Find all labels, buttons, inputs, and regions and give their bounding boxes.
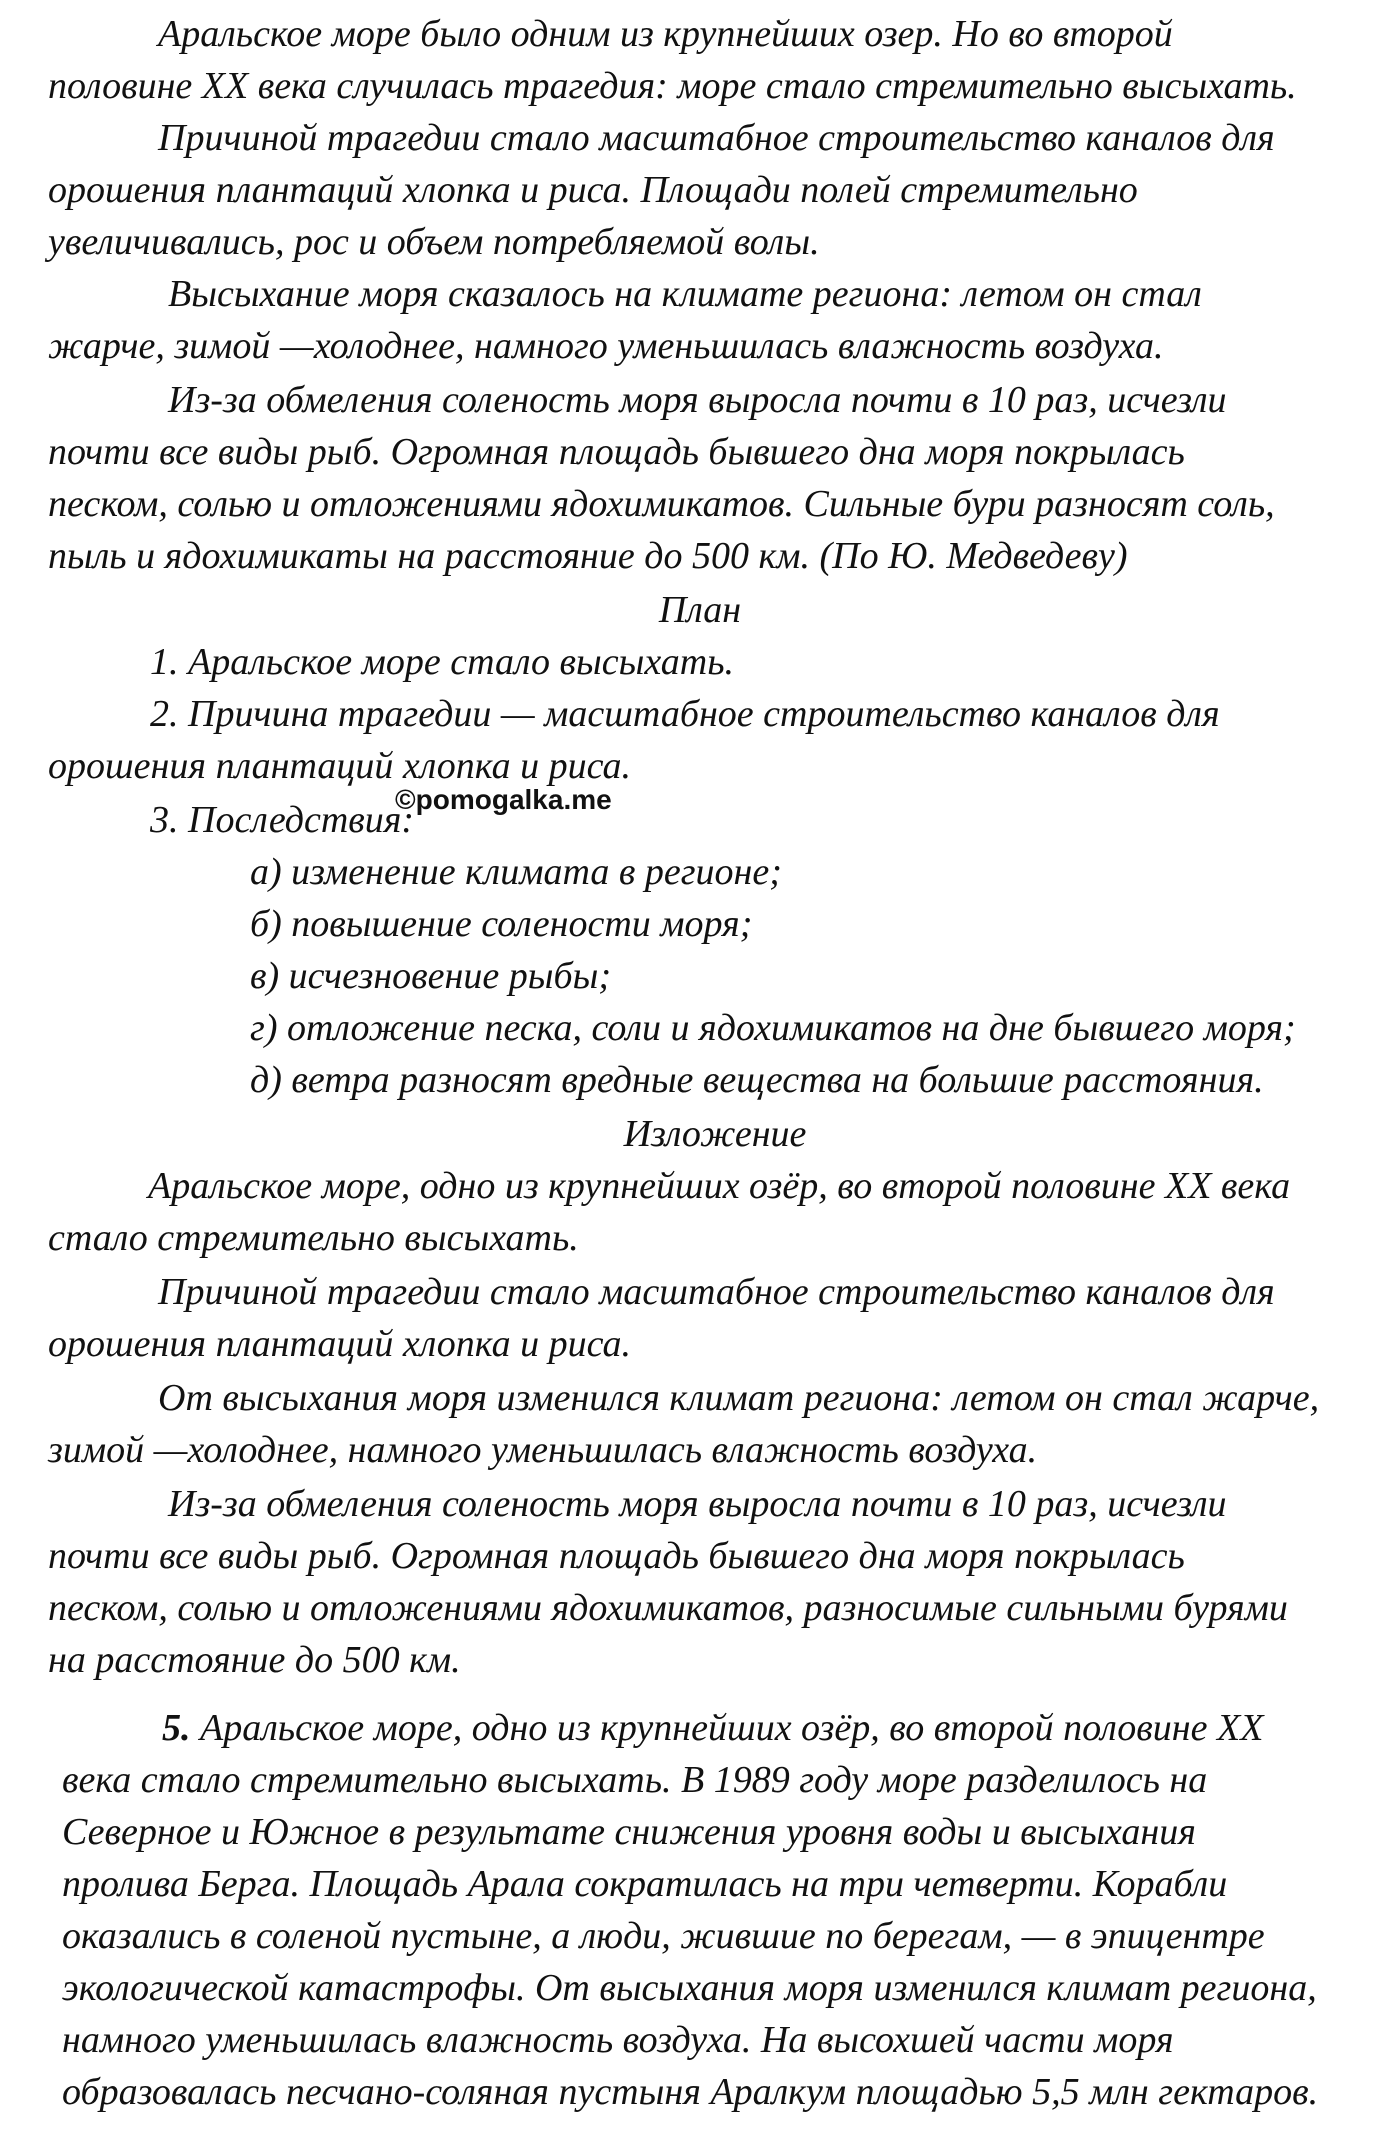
summary-p1-line-1: Аральское море, одно из крупнейших озёр, во второй половине XX века (148, 1165, 1291, 1207)
plan-item-2-line-1: 2. Причина трагедии — масштабное строительство каналов для (150, 693, 1220, 735)
exercise-5-line-6: экологической катастрофы. От высыхания моря изменился климат региона, (62, 1967, 1317, 2009)
watermark: ©pomogalka.me (395, 784, 612, 815)
exercise-5-line-8: образовалась песчано-соляная пустыня Аралкум площадью 5,5 млн гектаров. (62, 2071, 1319, 2113)
exercise-5-line-3: Северное и Южное в результате снижения уровня воды и высыхания (62, 1811, 1196, 1853)
plan-item-2-line-2: орошения плантаций хлопка и риса. (48, 745, 631, 787)
source-p2-line-3: увеличивались, рос и объем потребляемой волы. (48, 221, 820, 263)
summary-p3-line-2: зимой —холоднее, намного уменьшилась влажность воздуха. (48, 1429, 1038, 1471)
plan-subitem-b: б) повышение солености моря; (250, 903, 753, 945)
exercise-5-line-1 (162, 1702, 1263, 1754)
plan-item-1: 1. Аральское море стало высыхать. (150, 641, 734, 683)
exercise-5-line-5: оказались в соленой пустыне, а люди, жившие по берегам, — в эпицентре (62, 1915, 1265, 1957)
summary-p4-line-1: Из-за обмеления соленость моря выросла почти в 10 раз, исчезли (168, 1483, 1227, 1525)
summary-p2-line-1: Причиной трагедии стало масштабное строительство каналов для (158, 1271, 1275, 1313)
plan-item-3: 3. Последствия: (150, 799, 415, 841)
plan-heading: План (658, 589, 742, 631)
summary-heading: Изложение (623, 1113, 807, 1155)
exercise-5-line-4: пролива Берга. Площадь Арала сократилась на три четверти. Корабли (62, 1863, 1228, 1905)
plan-subitem-v: в) исчезновение рыбы; (250, 955, 611, 997)
source-p1-line-1: Аральское море было одним из крупнейших озер. Но во второй (158, 13, 1173, 55)
exercise-5-first-line: Аральское море, одно из крупнейших озёр, во второй половине XX (190, 1707, 1264, 1749)
summary-p3-line-1: От высыхания моря изменился климат региона: летом он стал жарче, (158, 1377, 1320, 1419)
summary-p4-line-2: почти все виды рыб. Огромная площадь бывшего дна моря покрылась (48, 1535, 1185, 1577)
summary-p2-line-2: орошения плантаций хлопка и риса. (48, 1323, 631, 1365)
plan-subitem-g: г) отложение песка, соли и ядохимикатов на дне бывшего моря; (250, 1007, 1296, 1049)
plan-subitem-d: д) ветра разносят вредные вещества на большие расстояния. (250, 1059, 1264, 1101)
source-p3-line-2: жарче, зимой —холоднее, намного уменьшилась влажность воздуха. (48, 325, 1164, 367)
source-p4-line-3: песком, солью и отложениями ядохимикатов. Сильные бури разносят соль, (48, 483, 1275, 525)
exercise-5-line-7: намного уменьшилась влажность воздуха. На высохшей части моря (62, 2019, 1174, 2061)
source-p3-line-1: Высыхание моря сказалось на климате региона: летом он стал (168, 273, 1202, 315)
source-p2-line-1: Причиной трагедии стало масштабное строительство каналов для (158, 117, 1275, 159)
source-p4-line-4: пыль и ядохимикаты на расстояние до 500 км. (По Ю. Медведеву) (48, 535, 1128, 577)
source-p4-line-2: почти все виды рыб. Огромная площадь бывшего дна моря покрылась (48, 431, 1185, 473)
summary-p4-line-4: на расстояние до 500 км. (48, 1639, 461, 1681)
exercise-number: 5. (162, 1707, 191, 1749)
source-p4-line-1: Из-за обмеления соленость моря выросла почти в 10 раз, исчезли (168, 379, 1227, 421)
summary-p1-line-2: стало стремительно высыхать. (48, 1217, 579, 1259)
plan-subitem-a: а) изменение климата в регионе; (250, 851, 782, 893)
source-p2-line-2: орошения плантаций хлопка и риса. Площади полей стремительно (48, 169, 1138, 211)
source-p1-line-2: половине XX века случилась трагедия: море стало стремительно высыхать. (48, 65, 1297, 107)
summary-p4-line-3: песком, солью и отложениями ядохимикатов, разносимые сильными бурями (48, 1587, 1288, 1629)
exercise-5-line-2: века стало стремительно высыхать. В 1989 году море разделилось на (62, 1759, 1208, 1801)
